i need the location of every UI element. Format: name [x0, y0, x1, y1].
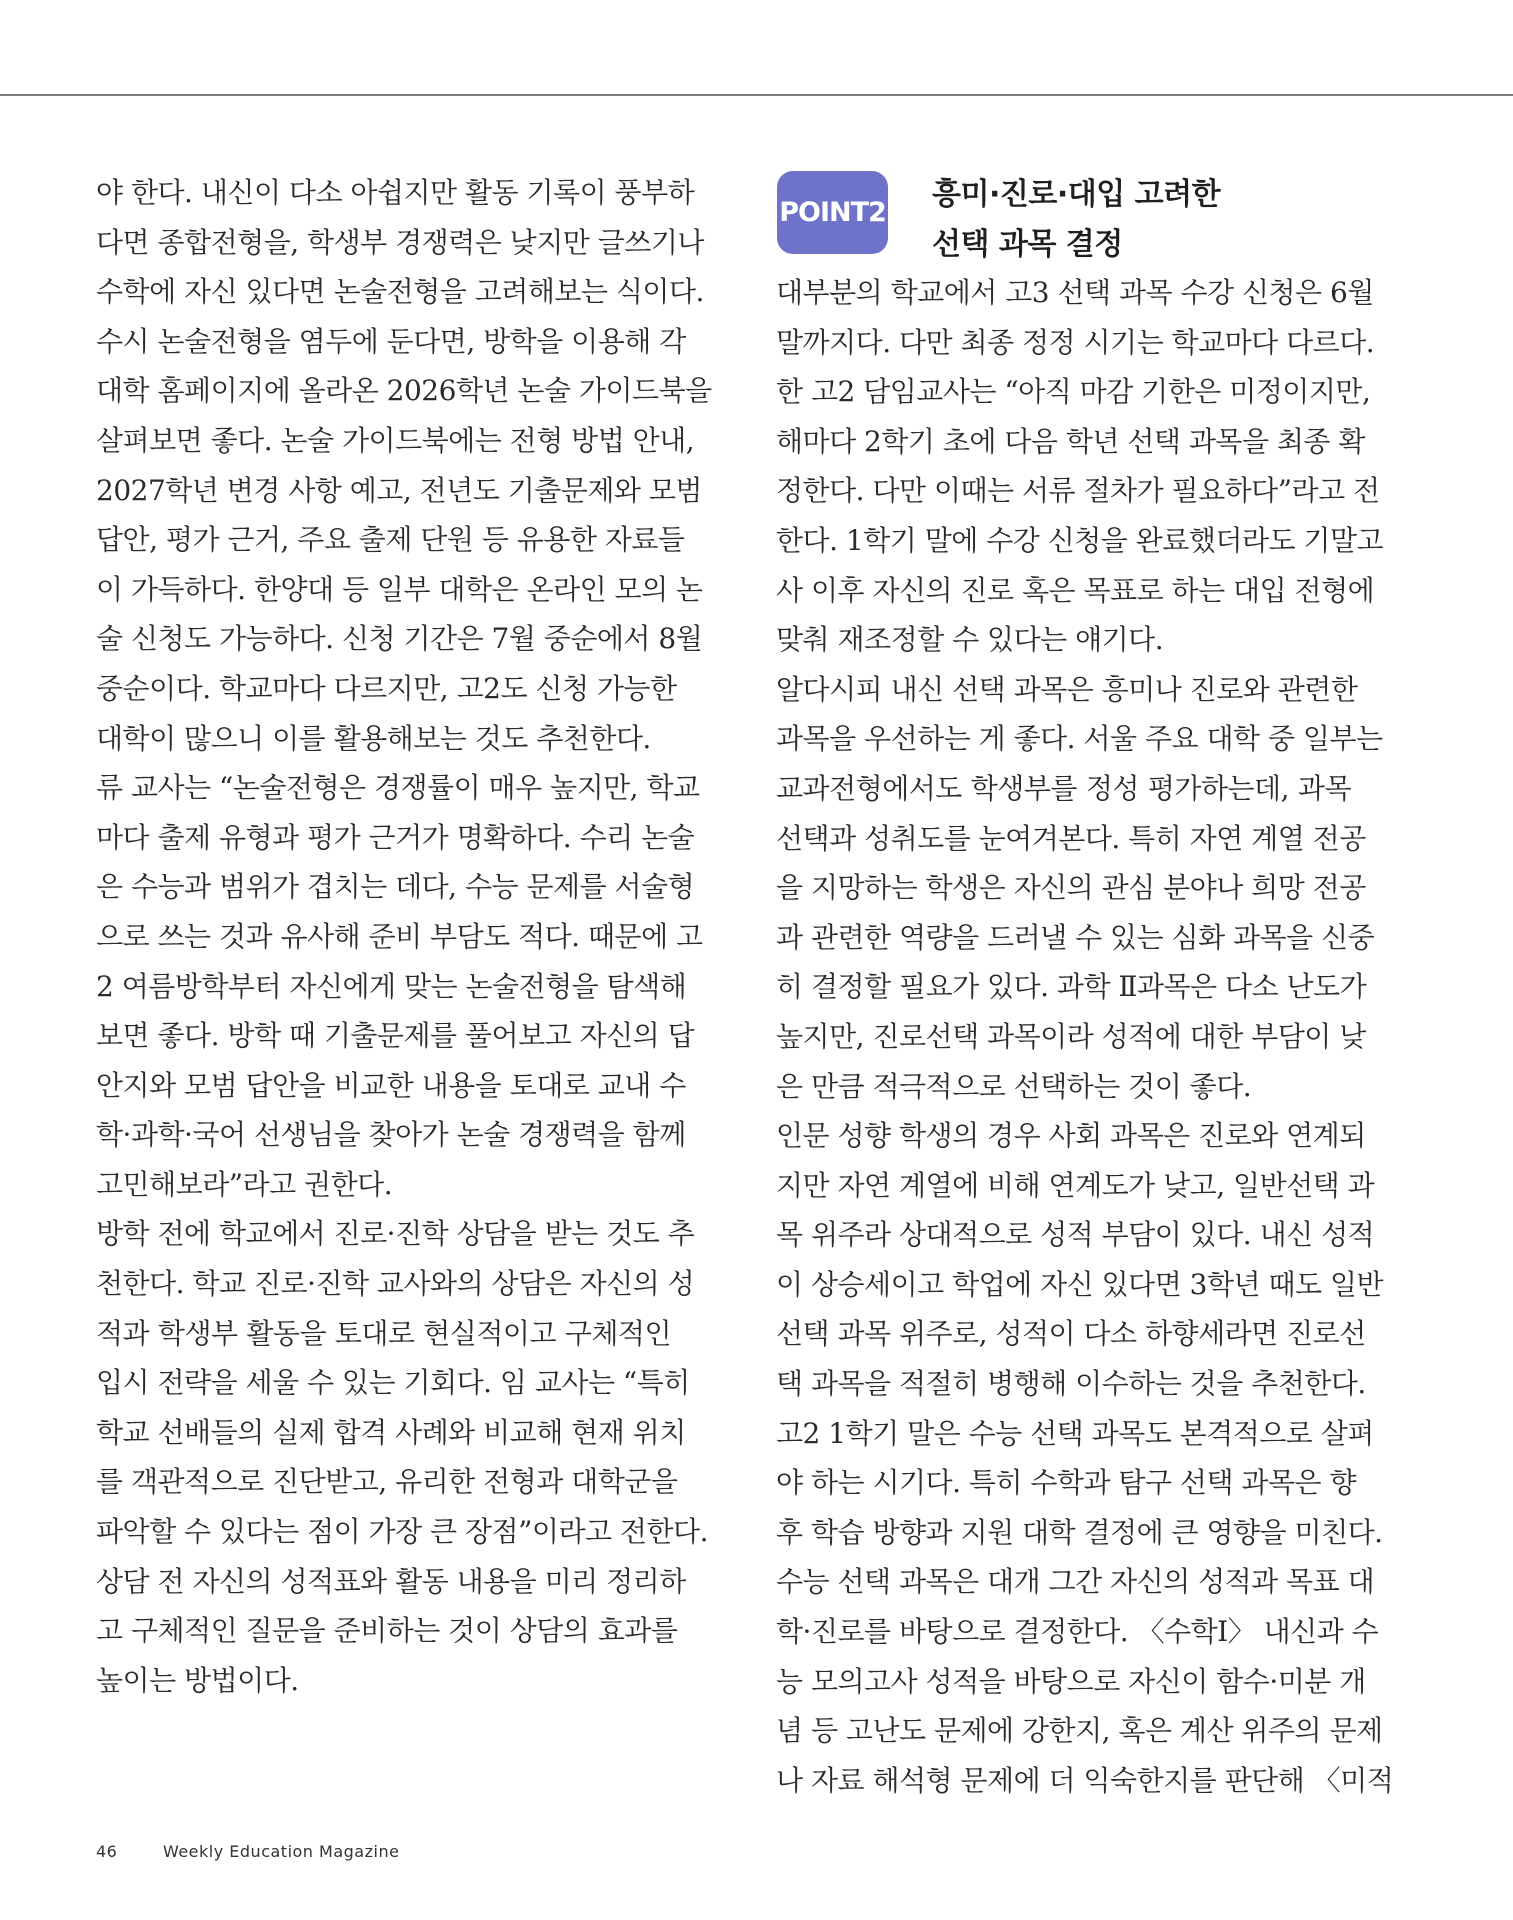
text-line: 2 여름방학부터 자신에게 맞는 논술전형을 탐색해 — [96, 969, 687, 1003]
text-line: 수능 선택 과목은 대개 그간 자신의 성적과 목표 대 — [776, 1565, 1375, 1599]
text-line: 과 관련한 역량을 드러낼 수 있는 심화 과목을 신중 — [776, 920, 1375, 954]
point-title — [932, 170, 1220, 270]
magazine-name: Weekly Education Magazine — [162, 1842, 400, 1861]
text-line: 이 상승세이고 학업에 자신 있다면 3학년 때도 일반 — [776, 1267, 1384, 1301]
text-line: 후 학습 방향과 지원 대학 결정에 큰 영향을 미친다. — [776, 1515, 1383, 1549]
text-line: 보면 좋다. 방학 때 기출문제를 풀어보고 자신의 답 — [96, 1019, 695, 1053]
text-line: 적과 학생부 활동을 토대로 현실적이고 구체적인 — [96, 1316, 671, 1350]
text-line: 교과전형에서도 학생부를 정성 평가하는데, 과목 — [776, 771, 1351, 805]
page-footer — [96, 1842, 399, 1861]
text-line: 학교 선배들의 실제 합격 사례와 비교해 현재 위치 — [96, 1415, 686, 1449]
text-line: 나 자료 해석형 문제에 더 익숙한지를 판단해 〈미적 — [776, 1763, 1394, 1797]
text-line: 술 신청도 가능하다. 신청 기간은 7월 중순에서 8월 — [96, 622, 703, 656]
text-line: 대부분의 학교에서 고3 선택 과목 수강 신청은 6월 — [776, 276, 1374, 309]
text-line: 해마다 2학기 초에 다음 학년 선택 과목을 최종 확 — [776, 424, 1365, 458]
left-column — [96, 168, 712, 1705]
text-line: 지만 자연 계열에 비해 연계도가 낮고, 일반선택 과 — [776, 1168, 1375, 1202]
text-line: 수시 논술전형을 염두에 둔다면, 방학을 이용해 각 — [96, 324, 686, 358]
page-number: 46 — [96, 1842, 118, 1861]
text-line: 과목을 우선하는 게 좋다. 서울 주요 대학 중 일부는 — [776, 722, 1383, 756]
text-line: 맞춰 재조정할 수 있다는 얘기다. — [776, 623, 1164, 657]
point-badge: POINT2 — [777, 171, 888, 254]
text-line: 히 결정할 필요가 있다. 과학 Ⅱ과목은 다소 난도가 — [776, 970, 1367, 1004]
text-line: 은 만큼 적극적으로 선택하는 것이 좋다. — [776, 1069, 1252, 1103]
right-column — [776, 268, 1394, 1805]
text-line: 다면 종합전형을, 학생부 경쟁력은 낮지만 글쓰기나 — [96, 225, 704, 259]
text-line: 학·과학·국어 선생님을 찾아가 논술 경쟁력을 함께 — [96, 1118, 686, 1152]
text-line: 고민해보라”라고 권한다. — [96, 1167, 393, 1201]
text-line: 한 고2 담임교사는 “아직 마감 기한은 미정이지만, — [776, 375, 1371, 409]
text-line: 으로 쓰는 것과 유사해 준비 부담도 적다. 때문에 고 — [96, 919, 703, 953]
text-line: 높지만, 진로선택 과목이라 성적에 대한 부담이 낮 — [776, 1019, 1366, 1053]
text-line: 살펴보면 좋다. 논술 가이드북에는 전형 방법 안내, — [96, 423, 695, 457]
top-rule — [0, 94, 1513, 96]
text-line: 입시 전략을 세울 수 있는 기회다. 임 교사는 “특히 — [96, 1366, 690, 1400]
text-line: 안지와 모범 답안을 비교한 내용을 토대로 교내 수 — [96, 1068, 686, 1102]
text-line: 은 수능과 범위가 겹치는 데다, 수능 문제를 서술형 — [96, 870, 695, 904]
point-header — [777, 170, 1352, 260]
text-line: 을 지망하는 학생은 자신의 관심 분야나 희망 전공 — [776, 871, 1366, 905]
text-line: 를 객관적으로 진단받고, 유리한 전형과 대학군을 — [96, 1465, 678, 1499]
text-line: 학·진로를 바탕으로 결정한다. 〈수학Ⅰ〉 내신과 수 — [776, 1615, 1379, 1649]
text-line: 중순이다. 학교마다 다르지만, 고2도 신청 가능한 — [96, 671, 677, 705]
text-line: 파악할 수 있다는 점이 가장 큰 장점”이라고 전한다. — [96, 1515, 708, 1549]
text-line: 택 과목을 적절히 병행해 이수하는 것을 추천한다. — [776, 1367, 1366, 1401]
text-line: 대학이 많으니 이를 활용해보는 것도 추천한다. — [96, 721, 651, 755]
text-line: 수학에 자신 있다면 논술전형을 고려해보는 식이다. — [96, 275, 704, 309]
text-line: 마다 출제 유형과 평가 근거가 명확하다. 수리 논술 — [96, 820, 695, 854]
text-line: 선택과 성취도를 눈여겨본다. 특히 자연 계열 전공 — [776, 821, 1366, 855]
text-line: 답안, 평가 근거, 주요 출제 단원 등 유용한 자료들 — [96, 523, 685, 557]
text-line: 이 가득하다. 한양대 등 일부 대학은 온라인 모의 논 — [96, 572, 703, 606]
text-line: 대학 홈페이지에 올라온 2026학년 논술 가이드북을 — [96, 374, 712, 408]
text-line: 고2 1학기 말은 수능 선택 과목도 본격적으로 살펴 — [776, 1416, 1374, 1450]
text-line: 야 한다. 내신이 다소 아쉽지만 활동 기록이 풍부하 — [96, 176, 695, 209]
text-line: 야 하는 시기다. 특히 수학과 탐구 선택 과목은 향 — [776, 1466, 1357, 1500]
text-line: 정한다. 다만 이때는 서류 절차가 필요하다”라고 전 — [776, 474, 1380, 508]
text-line: 고 구체적인 질문을 준비하는 것이 상담의 효과를 — [96, 1614, 678, 1648]
text-line: 방학 전에 학교에서 진로·진학 상담을 받는 것도 추 — [96, 1217, 695, 1251]
text-line: 능 모의고사 성적을 바탕으로 자신이 함수·미분 개 — [776, 1664, 1366, 1698]
text-line: 사 이후 자신의 진로 혹은 목표로 하는 대입 전형에 — [776, 573, 1375, 607]
text-line: 념 등 고난도 문제에 강한지, 혹은 계산 위주의 문제 — [776, 1714, 1383, 1748]
text-line: 류 교사는 “논술전형은 경쟁률이 매우 높지만, 학교 — [96, 771, 700, 805]
point-title-line: 선택 과목 결정 — [932, 227, 1123, 262]
text-line: 인문 성향 학생의 경우 사회 과목은 진로와 연계되 — [776, 1119, 1366, 1153]
text-line: 말까지다. 다만 최종 정정 시기는 학교마다 다르다. — [776, 325, 1375, 359]
text-line: 높이는 방법이다. — [96, 1663, 299, 1697]
text-line: 상담 전 자신의 성적표와 활동 내용을 미리 정리하 — [96, 1564, 686, 1598]
text-line: 목 위주라 상대적으로 성적 부담이 있다. 내신 성적 — [776, 1218, 1375, 1252]
text-line: 선택 과목 위주로, 성적이 다소 하향세라면 진로선 — [776, 1317, 1366, 1351]
text-line: 알다시피 내신 선택 과목은 흥미나 진로와 관련한 — [776, 672, 1358, 706]
text-line: 천한다. 학교 진로·진학 교사와의 상담은 자신의 성 — [96, 1267, 695, 1301]
text-line: 한다. 1학기 말에 수강 신청을 완료했더라도 기말고 — [776, 523, 1384, 557]
point-title-line: 흥미·진로·대입 고려한 — [932, 177, 1221, 212]
text-line: 2027학년 변경 사항 예고, 전년도 기출문제와 모범 — [96, 473, 702, 507]
